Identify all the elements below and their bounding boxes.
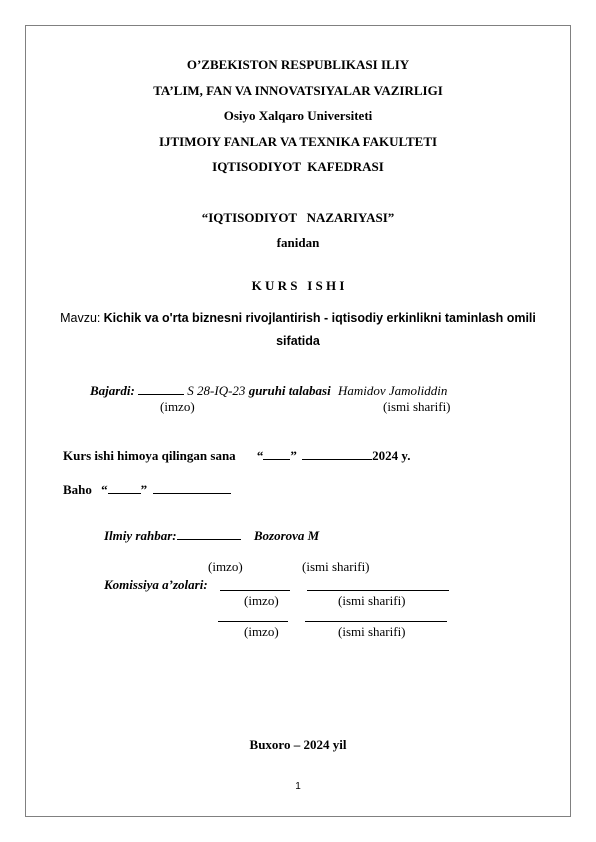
supervisor-sign-line — [177, 527, 241, 540]
grade-close-quote: ” — [140, 482, 148, 497]
performer-group: S 28-IQ-23 — [187, 383, 246, 398]
grade-open-quote: “ — [101, 482, 108, 497]
subject-suffix: fanidan — [276, 235, 320, 250]
defense-open-quote: “ — [256, 448, 264, 463]
defense-close-quote: ” — [290, 448, 297, 463]
ministry-line-2: TA’LIM, FAN VA INNOVATSIYALAR VAZIRLIGI — [153, 83, 443, 98]
ministry-line-1: O’ZBEKISTON RESPUBLIKASI ILIY — [186, 57, 410, 72]
defense-day-line — [263, 447, 290, 460]
supervisor-label: Ilmiy rahbar: — [104, 528, 177, 543]
place-year: Buxoro – 2024 yil — [249, 737, 347, 752]
university-name: Osiyo Xalqaro Universiteti — [223, 108, 373, 123]
topic-line-2: sifatida — [276, 334, 320, 348]
commission-sign-caption-1: (imzo) — [244, 593, 279, 608]
performer-row — [90, 382, 447, 399]
supervisor-name-caption: (ismi sharifi) — [302, 559, 370, 574]
commission-sign-caption-2: (imzo) — [244, 624, 279, 639]
faculty-name: IJTIMOIY FANLAR VA TEXNIKA FAKULTETI — [158, 134, 438, 149]
grade-label: Baho — [63, 482, 92, 497]
topic-line-1 — [50, 310, 546, 326]
department-name: IQTISODIYOT KAFEDRASI — [212, 159, 384, 174]
commission-label: Komissiya a’zolari: — [104, 577, 208, 592]
grade-text-line — [153, 481, 231, 494]
page-number: 1 — [295, 781, 301, 792]
commission-sign-line-1 — [220, 590, 290, 591]
performer-group-suffix: guruhi talabasi — [248, 383, 331, 398]
topic-text: Kichik va o'rta biznesni rivojlantirish - iqtisodiy erkinlikni taminlash omili — [103, 311, 536, 325]
performer-label: Bajardi: — [90, 383, 135, 398]
commission-name-line-2 — [305, 621, 447, 622]
performer-name: Hamidov Jamoliddin — [337, 383, 448, 398]
subject-title: “IQTISODIYOT NAZARIYASI” — [201, 210, 395, 225]
performer-sign-caption: (imzo) — [160, 399, 195, 414]
performer-sign-line — [138, 382, 184, 395]
performer-name-caption: (ismi sharifi) — [383, 399, 451, 414]
defense-month-line — [302, 447, 372, 460]
supervisor-row — [104, 527, 319, 544]
supervisor-name: Bozorova M — [253, 528, 320, 543]
supervisor-sign-caption: (imzo) — [208, 559, 243, 574]
commission-name-caption-2: (ismi sharifi) — [338, 624, 406, 639]
defense-year: 2024 y. — [372, 448, 411, 463]
defense-date-row — [63, 447, 410, 464]
document-type: K U R S I S H I — [251, 278, 345, 293]
grade-row — [63, 481, 231, 498]
commission-sign-line-2 — [218, 621, 288, 622]
commission-name-caption-1: (ismi sharifi) — [338, 593, 406, 608]
topic-label: Mavzu: — [60, 311, 101, 325]
commission-name-line-1 — [307, 590, 449, 591]
defense-label: Kurs ishi himoya qilingan sana — [63, 448, 236, 463]
grade-value-line — [108, 481, 141, 494]
